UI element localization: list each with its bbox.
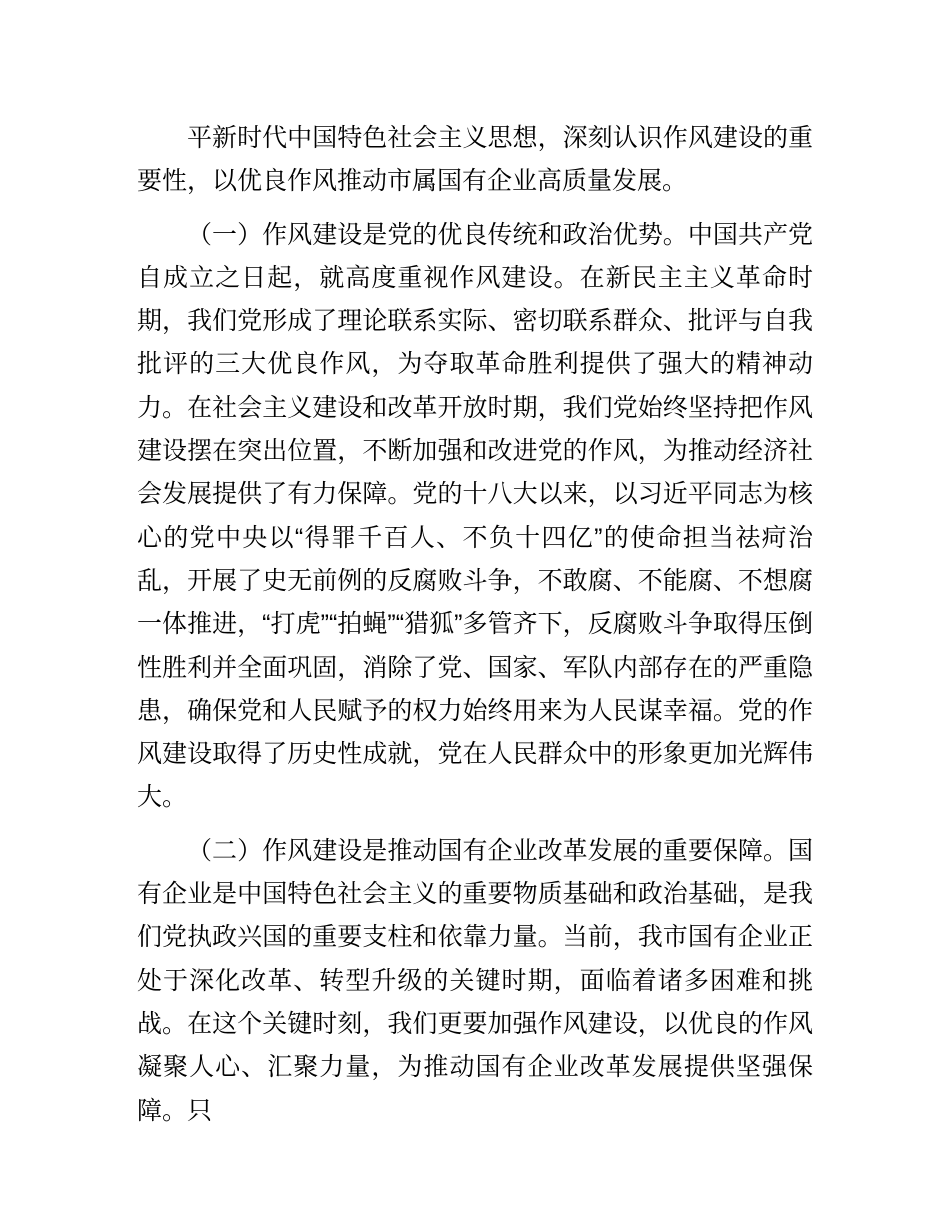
paragraph-continuation-from-previous-page: 平新时代中国特色社会主义思想，深刻认识作风建设的重要性，以优良作风推动市属国有企业高质量发展。 xyxy=(137,124,813,196)
document-text-area xyxy=(137,117,813,1143)
paragraph-section-two: （二）作风建设是推动国有企业改革发展的重要保障。国有企业是中国特色社会主义的重要物质基础和政治基础，是我们党执政兴国的重要支柱和依靠力量。当前，我市国有企业正处于深化改革、转型升级的关键时期，面临着诸多困难和挑战。在这个关键时刻，我们更要加强作风建设，以优良的作风凝聚人心、汇聚力量，为推动国有企业改革发展提供坚强保障。只 xyxy=(137,836,813,1125)
paragraph-section-one: （一）作风建设是党的优良传统和政治优势。中国共产党自成立之日起，就高度重视作风建设。在新民主主义革命时期，我们党形成了理论联系实际、密切联系群众、批评与自我批评的三大优良作风，为夺取革命胜利提供了强大的精神动力。在社会主义建设和改革开放时期，我们党始终坚持把作风建设摆在突出位置，不断加强和改进党的作风，为推动经济社会发展提供了有力保障。党的十八大以来，以习近平同志为核心的党中央以“得罪千百人、不负十四亿”的使命担当祛疴治乱，开展了史无前例的反腐败斗争，不敢腐、不能腐、不想腐一体推进，“打虎”“拍蝇”“猎狐”多管齐下，反腐败斗争取得压倒性胜利并全面巩固，消除了党、国家、军队内部存在的严重隐患，确保党和人民赋予的权力始终用来为人民谋幸福。党的作风建设取得了历史性成就，党在人民群众中的形象更加光辉伟大。 xyxy=(137,220,813,812)
